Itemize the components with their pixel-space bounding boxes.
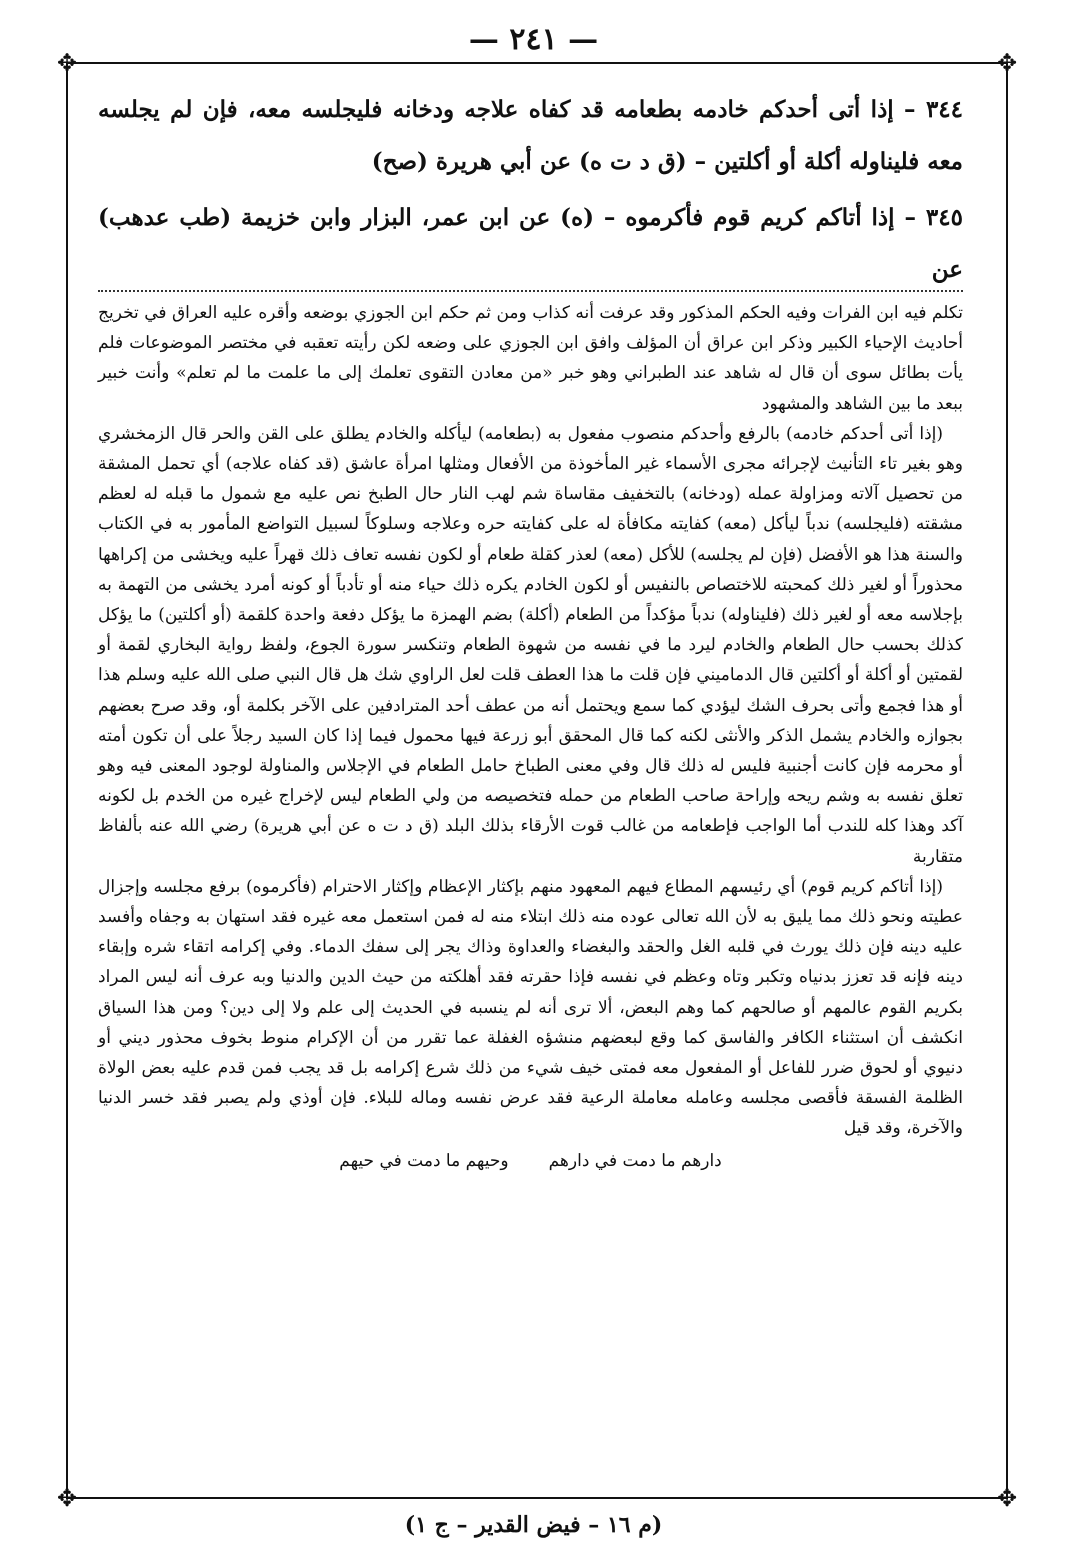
hadith-text: – إذا أتى أحدكم خادمه بطعامه قد كفاه علاجه ودخانه فليجلسه معه، فإن لم يجلسه معه فليناوله أكلة أو أكلتين – (ق د ت ه) عن أبي هريرة (صح) bbox=[98, 96, 963, 175]
commentary-paragraph: (إذا أتى أحدكم خادمه) بالرفع وأحدكم منصوب مفعول به (بطعامه) ليأكله والخادم يطلق على القن والحر قال الزمخشري وهو بغير تاء التأنيث لإجرائه مجرى الأسماء غير المأخوذة من الأفعال ومثلها امرأة عاشق (قد كفاه علاجه) أي تحمل المشقة من تحصيل آلاته ومزاولة عمله (ودخانه) بالتخفيف مقاساة شم لهب النار حال الطبخ نص عليه مع شمول ما قبله له لعظم مشقته (فليجلسه) ندباً ليأكل (معه) كفايته مكافأة له على كفايته حره وعلاجه وسلوكاً لسبيل التواضع المأمور به في الكتاب والسنة هذا هو الأفضل (فإن لم يجلسه) للأكل (معه) لعذر كقلة طعام أو لكون نفسه تعاف ذلك قهراً عليه ويخشى من إكراهها محذوراً أو لغير ذلك كمحبته للاختصاص بالنفيس أو لكون الخادم يكره ذلك حياء منه أو تأدباً أو كونه أمرد يخشى من التهمة به بإجلاسه معه أو لغير ذلك (فليناوله) ندباً مؤكداً من الطعام (أكلة) بضم الهمزة ما يؤكل دفعة واحدة كلقمة (أو أكلتين) ما يؤكل كذلك بحسب حال الطعام والخادم ليرد ما في نفسه من شهوة الطعام وتنكسر سورة الجوع، ولفظ رواية البخاري لقمة أو لقمتين أو أكلة أو أكلتين قال الدماميني فإن قلت ما هذا العطف قلت لعل الراوي شك هل قال النبي صلى الله عليه وسلم هذا أو هذا فجمع وأتى بحرف الشك ليؤدي كما سمع ويحتمل أنه من عطف أحد المترادفين على الآخر بكلمة أو، وقد صرح بعضهم بجوازه والخادم يشمل الذكر والأنثى لكنه كما قال المحقق أبو زرعة فيها محمول فيما إذا كان السيد رجلاً على أن تكون أمته أو محرمه فإن كانت أجنبية فليس له ذلك قال وفي معنى الطباخ حامل الطعام في الإجلاس والمناولة لوجود المعنى فيه وهو تعلق نفسه به وشم ريحه وإراحة صاحب الطعام من حمله فتخصيصه من ولي الطعام ليس لإخراج غيره من الخدم بل لكونه آكد وهذا كله للندب أما الواجب فإطعامه من غالب قوت الأرقاء بذلك البلد (ق د ت ه عن أبي هريرة) رضي الله عنه بألفاظ متقاربة bbox=[98, 423, 963, 867]
hadith-number: ٣٤٤ bbox=[925, 96, 963, 123]
section-divider bbox=[98, 290, 963, 292]
page-number: — ٢٤١ — bbox=[468, 22, 599, 57]
hadith-block bbox=[98, 84, 963, 300]
frame-right-rule bbox=[1006, 64, 1008, 1498]
hadith-344 bbox=[98, 84, 963, 188]
corner-ornament-icon: ✥ bbox=[996, 1484, 1018, 1512]
commentary bbox=[98, 298, 963, 1176]
frame-left-rule bbox=[66, 64, 68, 1498]
hadith-345 bbox=[98, 192, 963, 296]
verse-hemistich: دارهم ما دمت في دارهم bbox=[548, 1150, 722, 1171]
corner-ornament-icon: ✥ bbox=[56, 49, 78, 77]
hadith-number: ٣٤٥ bbox=[925, 204, 963, 231]
corner-ornament-icon: ✥ bbox=[56, 1484, 78, 1512]
verse-hemistich: وحيهم ما دمت في حيهم bbox=[339, 1150, 509, 1171]
commentary-paragraph: (إذا أتاكم كريم قوم) أي رئيسهم المطاع فيهم المعهود منهم بإكثار الإعظام وإكثار الاحترام (فأكرموه) برفع مجلسه وإجزال عطيته ونحو ذلك مما يليق به لأن الله تعالى عوده منه ذلك ابتلاء منه له فمن استعمل معه غيره فقد استهان به وجفاه وأفسد عليه دينه فإن ذلك يورث في قلبه الغل والحقد والبغضاء والعداوة وذاك يجر إلى سفك الدماء. وفي إكرامه اتقاء شره وإبقاء دينه فإنه قد تعزز بدنياه وتكبر وتاه وعظم في نفسه فإذا حقرته فقد أهلكته من حيث الدين والدنيا وبه عرف أنه ليس المراد بكريم القوم عالمهم أو صالحهم كما وهم البعض، ألا ترى أنه لم ينسبه في الحديث إلى علم ولا إلى دين؟ ومن هذا السياق انكشف أن استثناء الكافر والفاسق كما وقع لبعضهم منشؤه الغفلة عما تقرر من أن الإكرام منوط بخوف محذور ديني أو دنيوي أو لحوق ضرر للفاعل أو المفعول معه فمتى خيف شيء من ذلك شرع إكرامه بل قد يجب فمن قدم عليه بعض الولاة الظلمة الفسقة فأقصى مجلسه وعامله معاملة الرعية فقد عرض نفسه وماله للبلاء. فإن أوذي ولم يصبر فقد خسر الدنيا والآخرة، وقد قيل bbox=[98, 876, 963, 1139]
commentary-paragraph: تكلم فيه ابن الفرات وفيه الحكم المذكور وقد عرفت أنه كذاب ومن ثم حكم ابن الجوزي بوضعه وأقره عليه العراق في تخريج أحاديث الإحياء الكبير وذكر ابن عراق أن المؤلف وافق ابن الجوزي على وضعه لكن رأيته تعقبه في مختصر الموضوعات فلم يأت بطائل سوى أن قال له شاهد عند الطبراني وهو خبر «من معادن التقوى تعلمك إلى ما علمت ما لم تعلم» وأنت خبير ببعد ما بين الشاهد والمشهود bbox=[98, 303, 963, 414]
footer-signature: (م ١٦ – فيض القدير – ج ١) bbox=[404, 1512, 663, 1538]
frame-bottom-rule bbox=[66, 1497, 1008, 1499]
poetry-verse bbox=[98, 1146, 963, 1176]
corner-ornament-icon: ✥ bbox=[996, 49, 1018, 77]
frame-top-rule bbox=[66, 62, 1008, 64]
hadith-text: – إذا أتاكم كريم قوم فأكرموه – (ه) عن ابن عمر، البزار وابن خزيمة (طب عدهب) عن bbox=[98, 204, 963, 283]
